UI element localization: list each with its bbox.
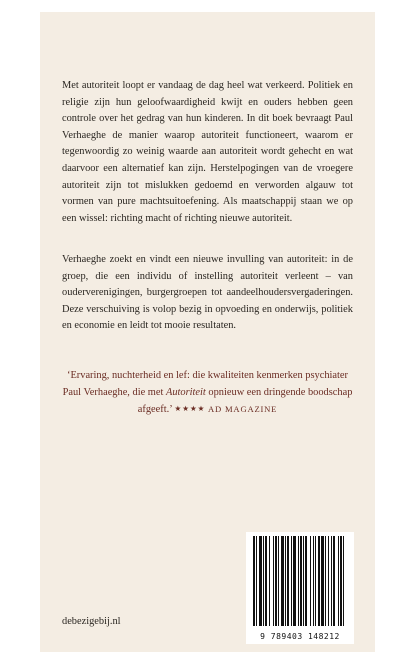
review-quote	[62, 368, 353, 419]
quote-text-end: opnieuw een dringende boodschap afgeeft.’	[137, 386, 353, 416]
isbn-barcode	[246, 532, 354, 644]
quote-book-title: Autoriteit	[165, 386, 206, 398]
quote-text-start: ‘Ervaring, nuchterheid en lef: die kwaliteiten kenmerken psychiater Paul Verhaeghe, die met	[62, 370, 348, 398]
blurb-paragraph-2: Verhaeghe zoekt en vindt een nieuwe invulling van autoriteit: in de groep, die een individu of instelling autoriteit verleent – van ouderverenigingen, burgergroepen tot aandeelhoudersvergaderingen. Deze verschuiving is volop bezig in opvoeding en onderwijs, politiek en economie en leidt tot mooie resultaten.	[62, 254, 353, 332]
barcode-bars-icon	[246, 532, 354, 630]
quote-source: AD MAGAZINE	[208, 404, 278, 415]
rating-stars: ★★★★	[174, 404, 206, 414]
isbn-number: 9 789403 148212	[260, 632, 340, 641]
book-back-cover	[40, 12, 375, 652]
publisher-website: debezigebij.nl	[62, 616, 121, 627]
blurb-paragraph-1: Met autoriteit loopt er vandaag de dag heel wat verkeerd. Politiek en religie zijn hun geloofwaardigheid kwijt en ouders hebben geen controle over het gedrag van hun kinderen. In dit boek bevraagt Paul Verhaeghe de manier waarop autoriteit functioneert, waarom er tegenwoordig zo weinig waarde aan autoriteit wordt gehecht en wat daarvoor een alternatief kan zijn. Herstelpogingen van de vroegere autoriteit zijn tot mislukken gedoemd en verworden algauw tot vormen van pure machtsuitoefening. Als maatschappij staan we op een wissel: richting macht of richting nieuwe autoriteit.	[62, 80, 353, 224]
